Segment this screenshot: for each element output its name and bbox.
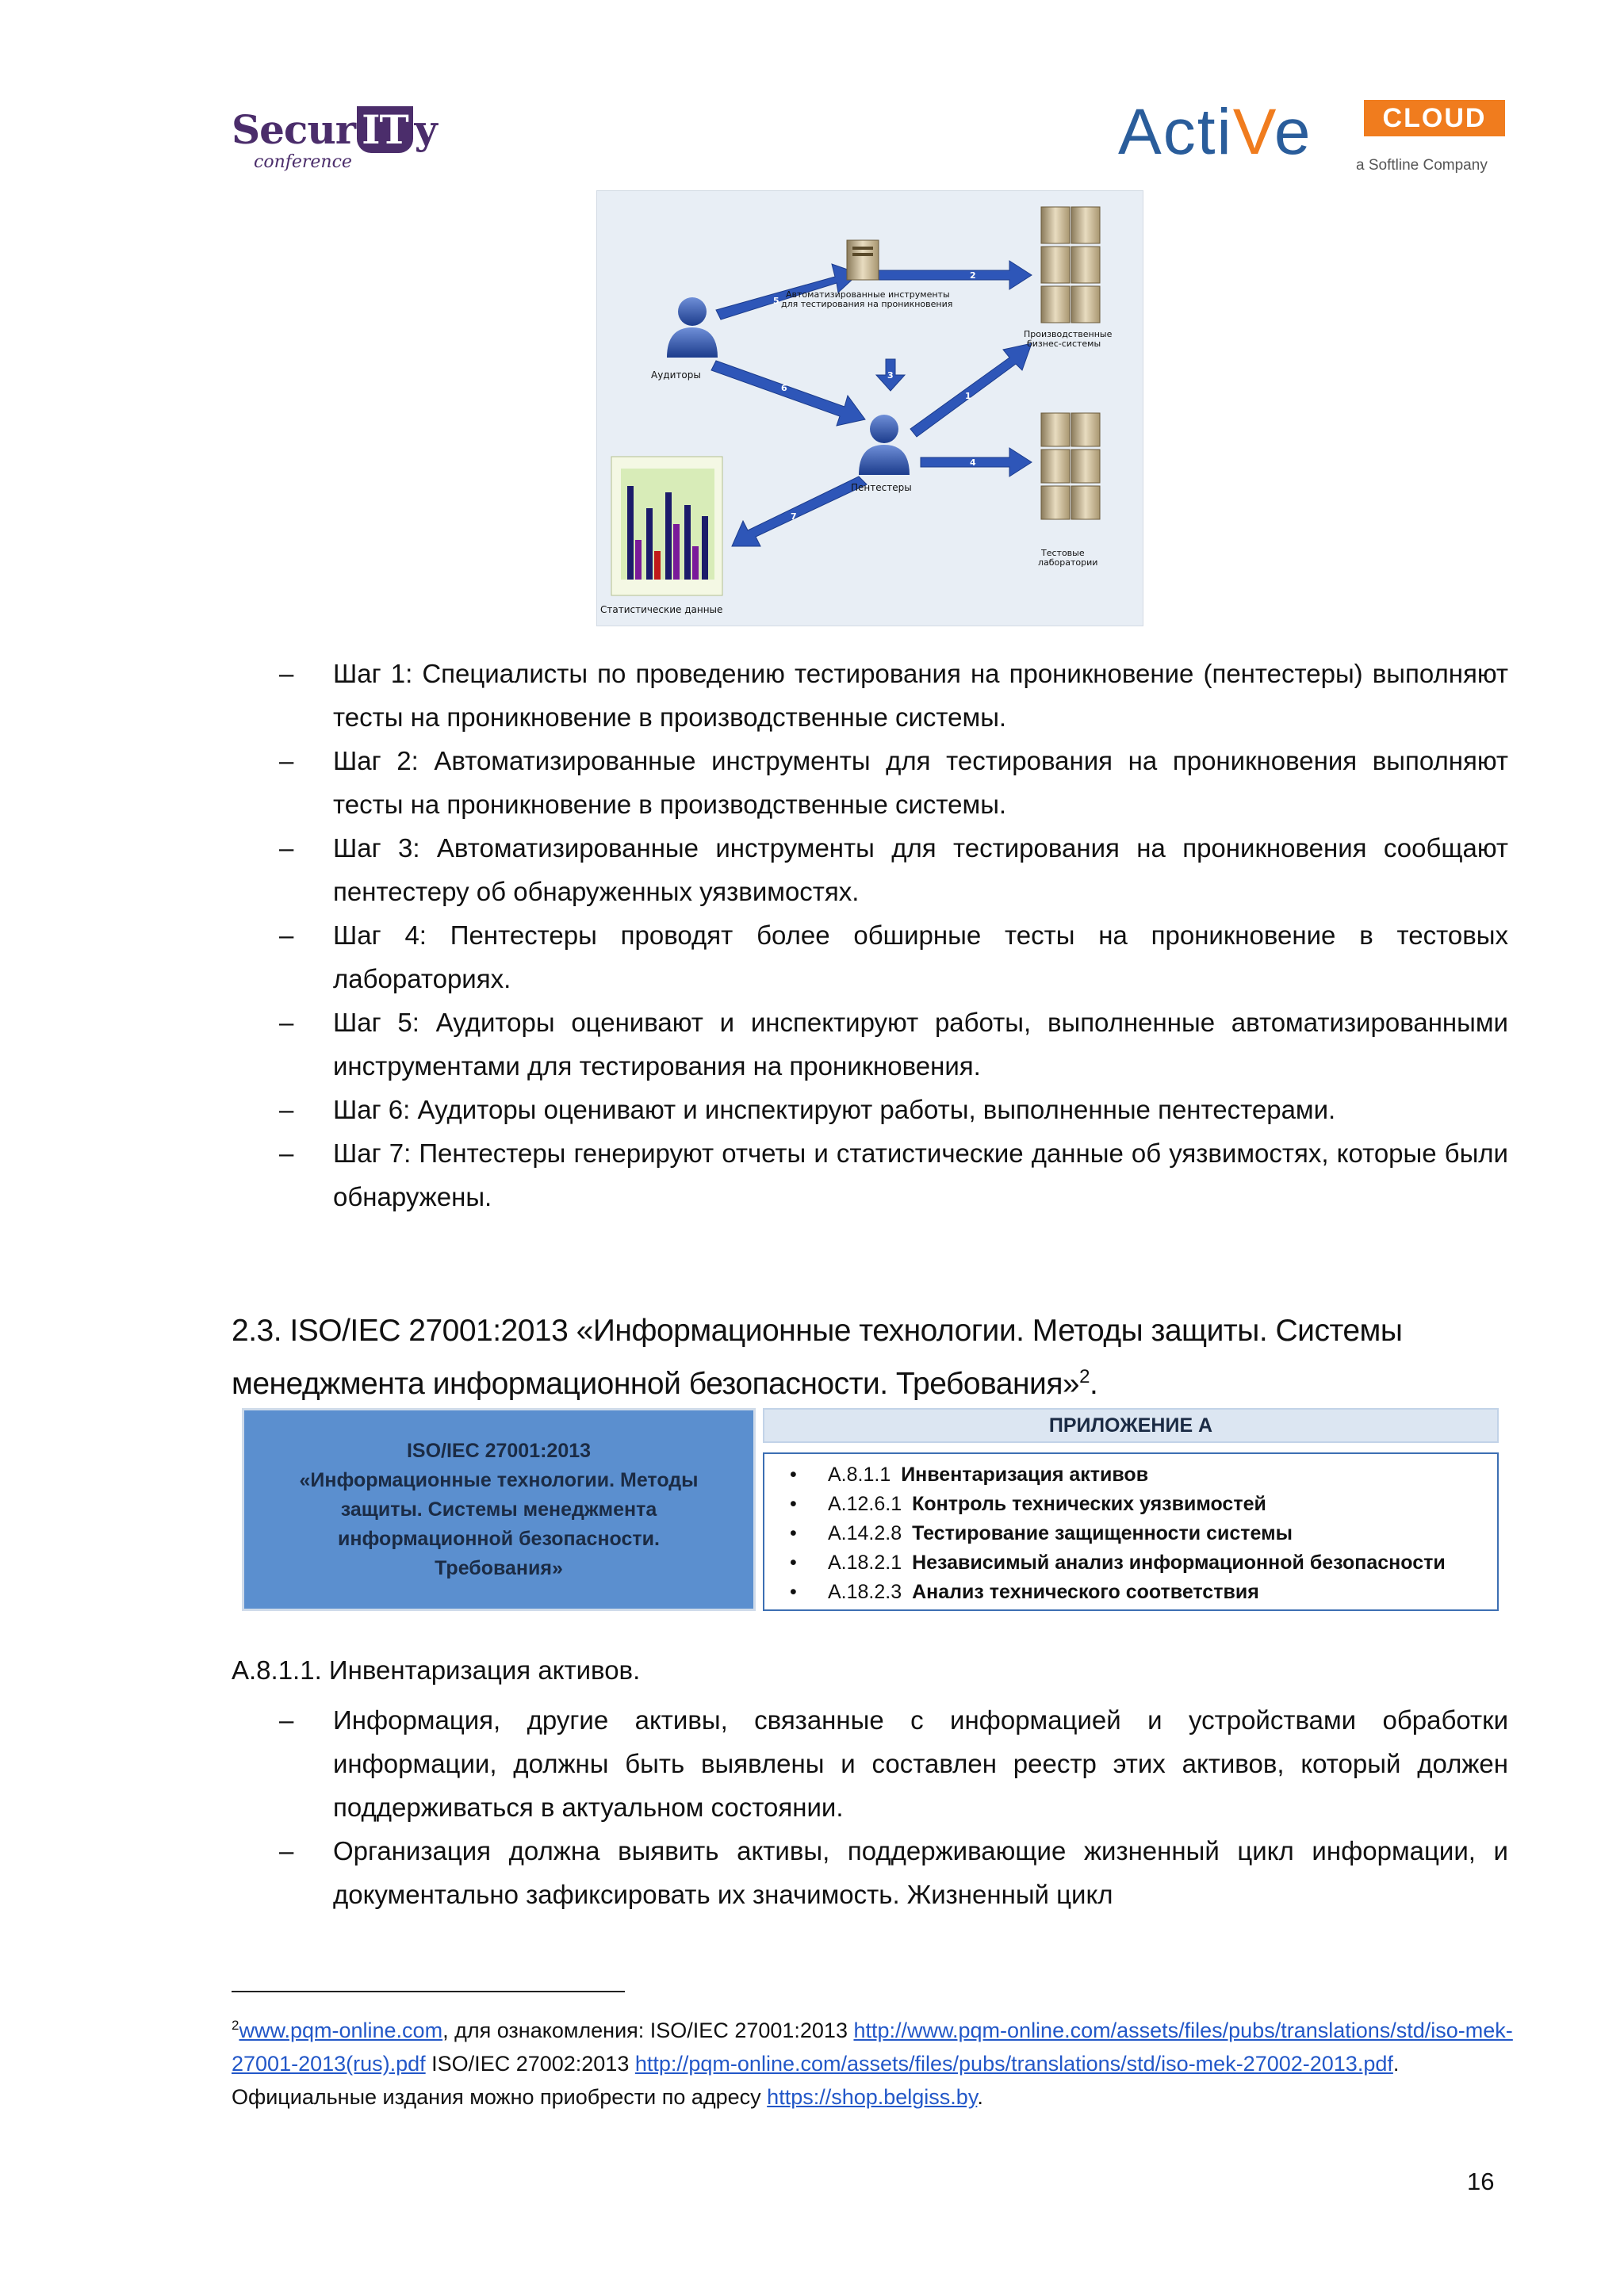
standard-line: информационной безопасности. xyxy=(338,1527,660,1550)
control-item: • A.14.2.8 Тестирование защищенности системы xyxy=(790,1522,1293,1544)
footnote-mark: 2 xyxy=(232,2018,239,2033)
section-heading: 2.3. ISO/IEC 27001:2013 «Информационные технологии. Методы защиты. Системы менеджмента информационной безопасности. Требования»$^2$. xyxy=(232,1314,1403,1401)
footnote-reference[interactable]: 2 xyxy=(1079,1366,1090,1387)
bullet-dash: – xyxy=(279,1008,294,1037)
label-labs-2: лаборатории xyxy=(1038,557,1098,568)
control-item: • A.8.1.1 Инвентаризация активов xyxy=(790,1464,1149,1486)
iso-27001-link[interactable]: http://www.pqm-online.com/assets/files/pubs/translations/std/iso-mek-27001-2013(rus).pdf xyxy=(232,2019,1513,2076)
control-item: • A.12.6.1 Контроль технических уязвимостей xyxy=(790,1493,1266,1515)
arrow-7 xyxy=(732,476,867,546)
bullet-dash: – xyxy=(279,746,294,775)
subsection-heading: A.8.1.1. Инвентаризация активов. xyxy=(232,1655,641,1685)
appendix-header: ПРИЛОЖЕНИЕ А xyxy=(763,1408,1499,1443)
lab-servers-icon xyxy=(1041,413,1100,519)
footnote xyxy=(232,2009,1516,2114)
pentester-person-icon xyxy=(859,415,910,475)
label-production-2: бизнес-системы xyxy=(1027,339,1101,349)
step-item: – Шаг 4: Пентестеры проводят более обширные тесты на проникновение в тестовых лабораториях. xyxy=(279,913,1508,1001)
pqm-online-link[interactable]: www.pqm-online.com xyxy=(239,2019,443,2042)
arrow-label-6: 6 xyxy=(781,383,787,393)
bullet-dash: – xyxy=(279,920,294,950)
arrow-label-3: 3 xyxy=(887,370,894,381)
activecloud-badge: CLOUD xyxy=(1364,100,1505,136)
subsection-bullets xyxy=(279,1698,1508,1916)
label-auditors: Аудиторы xyxy=(651,369,701,381)
step-item: – Шаг 3: Автоматизированные инструменты для тестирования на проникновения сообщают пентестеру об обнаруженных уязвимостях. xyxy=(279,826,1508,913)
auditor-person-icon xyxy=(667,297,718,358)
label-stats: Статистические данные xyxy=(600,604,723,615)
standard-cell xyxy=(242,1408,756,1611)
step-item: – Шаг 2: Автоматизированные инструменты для тестирования на проникновения выполняют тесты на проникновение в производственные системы. xyxy=(279,739,1508,826)
subsection-item: – Информация, другие активы, связанные с информацией и устройствами обработки информации, должны быть выявлены и составлен реестр этих активов, который должен поддерживаться в актуальном состоянии. xyxy=(279,1698,1508,1829)
control-item: • A.18.2.3 Анализ технического соответствия xyxy=(790,1581,1259,1603)
step-item: – Шаг 1: Специалисты по проведению тестирования на проникновение (пентестеры) выполняют тесты на проникновение в производственные системы. xyxy=(279,652,1508,739)
security-logo-it-shield: IT xyxy=(357,106,413,153)
statistics-chart-icon xyxy=(611,457,722,595)
footnote-line-1: $^2$www.pqm-online.com, для ознакомления: ISO/IEC 27001:2013 http://www.pqm-online.com/assets/files/pubs/translations/std/iso-mek-27001-2013(rus).pdf ISO/IEC 27002:2013 http://pqm-online.com/assets/files/pubs/translations/std/iso-mek-27002-2013.pdf. xyxy=(232,2018,1513,2076)
label-tools-1: Автоматизированные инструменты xyxy=(786,289,950,300)
standard-line: Требования» xyxy=(435,1556,563,1579)
pentest-steps-list xyxy=(279,652,1508,1219)
arrow-label-7: 7 xyxy=(791,511,797,522)
label-production-1: Производственные xyxy=(1024,329,1113,339)
securityconference-logo xyxy=(232,95,438,182)
label-tools-2: для тестирования на проникновения xyxy=(781,299,953,309)
footnote-separator xyxy=(232,1991,625,1992)
arrow-label-4: 4 xyxy=(970,457,976,468)
arrow-label-1: 1 xyxy=(965,391,971,401)
step-item: – Шаг 5: Аудиторы оценивают и инспектируют работы, выполненные автоматизированными инструментами для тестирования на проникновения. xyxy=(279,1001,1508,1088)
arrow-label-5: 5 xyxy=(773,296,779,306)
activecloud-logo xyxy=(1118,96,1515,179)
standard-line: ISO/IEC 27001:2013 xyxy=(406,1439,592,1462)
standard-line: защиты. Системы менеджмента xyxy=(340,1498,657,1521)
belgiss-shop-link[interactable]: https://shop.belgiss.by xyxy=(767,2085,978,2109)
tools-server-icon xyxy=(847,240,879,280)
bullet-dash: – xyxy=(279,1836,294,1866)
page-number: 16 xyxy=(1467,2168,1495,2195)
control-item: • A.18.2.1 Независимый анализ информационной безопасности xyxy=(790,1552,1446,1574)
appendix-controls-list xyxy=(763,1452,1499,1611)
arrow-4 xyxy=(921,448,1032,476)
standard-line: «Информационные технологии. Методы xyxy=(299,1468,699,1491)
bullet-dash: – xyxy=(279,833,294,863)
subsection-item: – Организация должна выявить активы, поддерживающие жизненный цикл информации, и документально зафиксировать их значимость. Жизненный цикл xyxy=(279,1829,1508,1916)
security-logo-wordmark: Secur IT y xyxy=(232,106,437,153)
activecloud-wordmark: ActiVe xyxy=(1118,96,1312,168)
bullet-dash: – xyxy=(279,1705,294,1735)
bullet-dash: – xyxy=(279,659,294,688)
label-labs-1: Тестовые xyxy=(1041,548,1085,558)
arrow-2 xyxy=(876,261,1032,289)
iso-27002-link[interactable]: http://pqm-online.com/assets/files/pubs/translations/std/iso-mek-27002-2013.pdf xyxy=(634,2052,1393,2076)
activecloud-tagline: a Softline Company xyxy=(1356,157,1488,174)
bullet-dash: – xyxy=(279,1095,294,1124)
step-item: – Шаг 6: Аудиторы оценивают и инспектируют работы, выполненные пентестерами. xyxy=(279,1088,1508,1131)
arrow-1 xyxy=(910,343,1032,437)
security-logo-subtitle: conference xyxy=(254,152,352,172)
pentest-workflow-diagram xyxy=(596,190,1143,626)
bullet-dash: – xyxy=(279,1138,294,1168)
footnote-line-2: Официальные издания можно приобрести по адресу https://shop.belgiss.by. xyxy=(232,2085,983,2109)
step-item: – Шаг 7: Пентестеры генерируют отчеты и статистические данные об уязвимостях, которые были обнаружены. xyxy=(279,1131,1508,1219)
arrow-6 xyxy=(711,361,865,426)
production-servers-icon xyxy=(1041,207,1100,323)
arrow-label-2: 2 xyxy=(970,270,976,281)
label-pentesters: Пентестеры xyxy=(851,482,912,493)
